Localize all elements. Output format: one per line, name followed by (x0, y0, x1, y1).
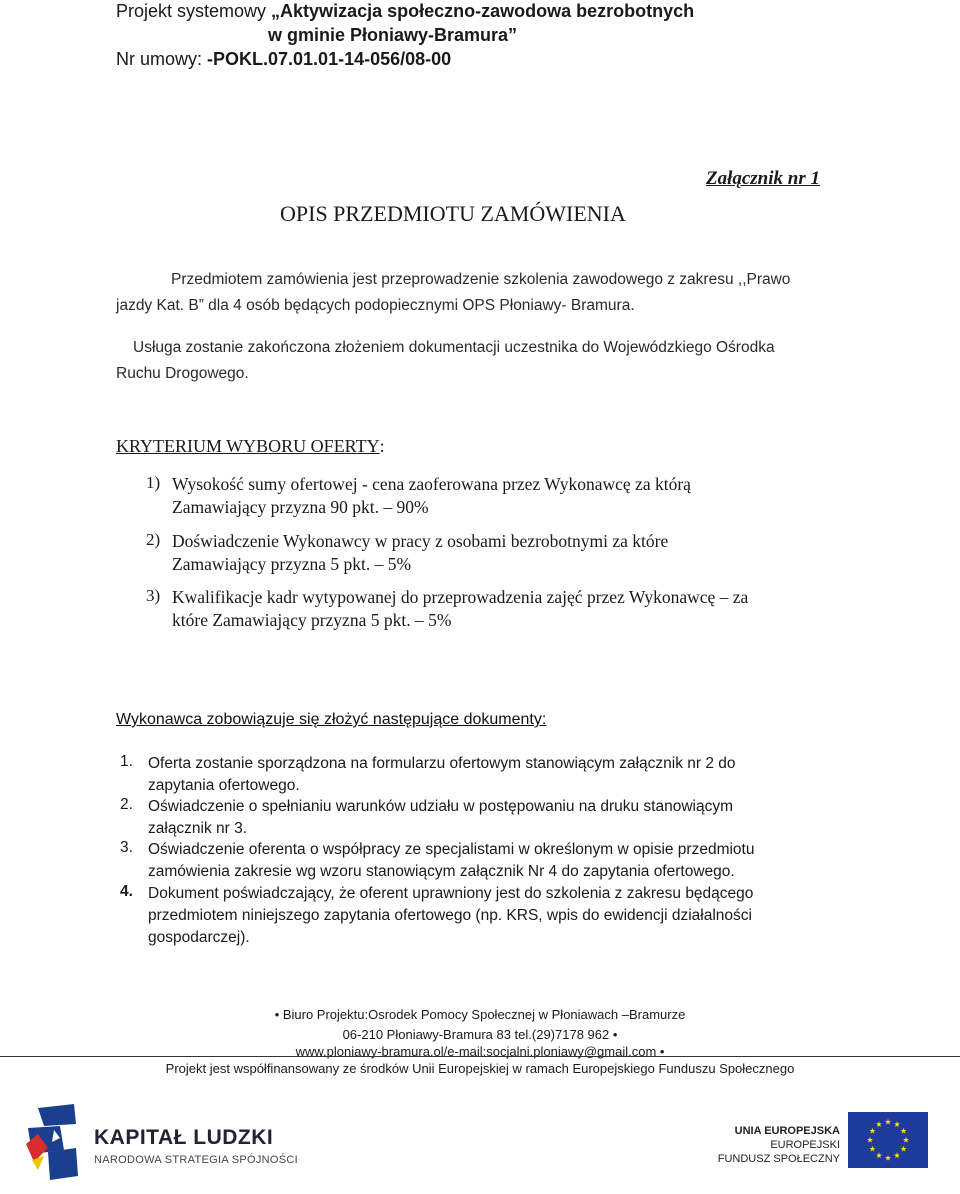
criterion-item: Kwalifikacje kadr wytypowanej do przeprowadzenia zajęć przez Wykonawcę – za które Zamawiający przyzna 5 pkt. – 5% (172, 587, 749, 630)
eu-logo-text: UNIA EUROPEJSKA EUROPEJSKI FUNDUSZ SPOŁECZNY (717, 1125, 840, 1165)
criterion-number: 3) (146, 586, 161, 605)
footer-line-2: 06-210 Płoniawy-Bramura 83 tel.(29)7178 962 • (342, 1027, 618, 1042)
document-item: Oferta zostanie sporządzona na formularzu ofertowym stanowiącym załącznik nr 2 do zapytania ofertowego. (148, 755, 736, 794)
criterion-item: Wysokość sumy ofertowej - cena zaoferowana przez Wykonawcę za którą Zamawiający przyzna 90 pkt. – 90% (172, 474, 691, 517)
criterion-number: 1) (146, 473, 161, 492)
intro-para2-line2: Ruchu Drogowego. (116, 365, 249, 382)
documents-heading: Wykonawca zobowiązuje się złożyć następujące dokumenty: (116, 711, 547, 728)
document-number: 3. (120, 839, 133, 856)
attachment-label: Załącznik nr 1 (705, 168, 820, 189)
document-item: Oświadczenie oferenta o współpracy ze specjalistami w określonym w opisie przedmiotu zamówienia zakresie wg wzoru stanowiącym załącznik Nr 4 do zapytania ofertowego. (148, 841, 755, 880)
criterion-item: Doświadczenie Wykonawcy w pracy z osobami bezrobotnymi za które Zamawiający przyzna 5 pkt. – 5% (172, 531, 669, 574)
footer-line-1: • Biuro Projektu:Osrodek Pomocy Społecznej w Płoniawach –Bramurze (274, 1007, 686, 1022)
intro-para1-line2: jazdy Kat. B” dla 4 osób będących podopiecznymi OPS Płoniawy- Bramura. (116, 297, 635, 314)
footer-line-4: Projekt jest współfinansowany ze środków Unii Europejskiej w ramach Europejskiego Funduszu Społecznego (165, 1061, 795, 1076)
document-item: Dokument poświadczający, że oferent uprawniony jest do szkolenia z zakresu będącego przedmiotem niniejszego zapytania ofertowego (np. KRS, wpis do ewidencji działalności gospodarczej). (148, 885, 754, 946)
project-header-line-1: Projekt systemowy „Aktywizacja społeczno-zawodowa bezrobotnych (116, 1, 695, 21)
kapital-ludzki-emblem-icon (24, 1104, 80, 1180)
contract-number: Nr umowy: -POKL.07.01.01-14-056/08-00 (116, 49, 452, 69)
kapital-ludzki-subtitle: NARODOWA STRATEGIA SPÓJNOŚCI (94, 1154, 298, 1166)
kapital-ludzki-title: KAPITAŁ LUDZKI (94, 1126, 274, 1149)
document-number: 4. (120, 883, 133, 900)
eu-flag-icon (848, 1112, 928, 1168)
document-number: 2. (120, 796, 133, 813)
footer-divider (0, 1056, 960, 1057)
intro-para2-line1: Usługa zostanie zakończona złożeniem dokumentacji uczestnika do Wojewódzkiego Ośrodka (133, 339, 775, 356)
footer-line-3: www.ploniawy-bramura.ol/e-mail:socjalni.ploniawy@gmail.com • (295, 1044, 665, 1059)
document-title: OPIS PRZEDMIOTU ZAMÓWIENIA (280, 201, 626, 226)
project-header-line-2: w gminie Płoniawy-Bramura” (268, 25, 518, 45)
criterion-number: 2) (146, 530, 161, 549)
criteria-heading: KRYTERIUM WYBORU OFERTY: (116, 436, 385, 456)
document-item: Oświadczenie o spełnianiu warunków udziału w postępowaniu na druku stanowiącym załącznik nr 3. (148, 798, 734, 837)
intro-para1-line1: Przedmiotem zamówienia jest przeprowadzenie szkolenia zawodowego z zakresu ,,Prawo (171, 271, 791, 288)
document-number: 1. (120, 753, 133, 770)
